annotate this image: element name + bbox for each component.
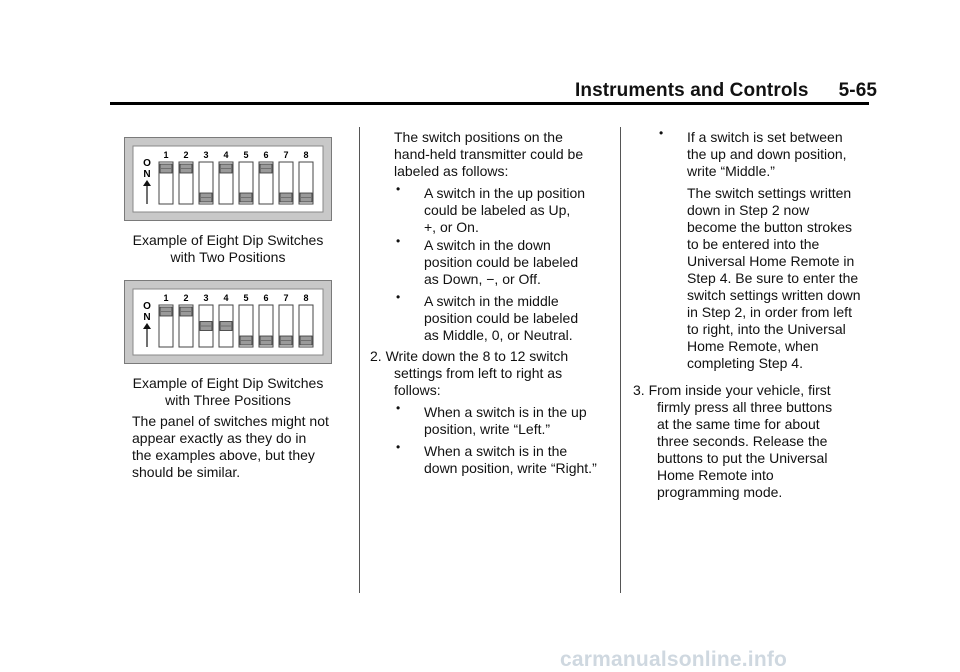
column-divider-2 xyxy=(620,127,621,593)
header-rule xyxy=(110,102,869,105)
text-line: completing Step 4. xyxy=(687,355,803,371)
text-line: could be labeled as Up, xyxy=(424,202,571,218)
text-line: The switch positions on the xyxy=(394,129,563,145)
text-line: buttons to put the Universal xyxy=(657,450,828,466)
dip-switch-figure-two-positions xyxy=(124,137,332,221)
text-line: position, write “Left.” xyxy=(424,421,551,437)
on-label-n: N xyxy=(143,312,151,323)
section-title: Instruments and Controls xyxy=(575,80,809,101)
text-line: position could be labeled xyxy=(424,310,579,326)
text-line: down in Step 2 now xyxy=(687,202,810,218)
switch-number: 7 xyxy=(283,150,289,160)
page-header xyxy=(575,80,877,102)
switch-number: 5 xyxy=(243,150,249,160)
text-line: switch settings written down xyxy=(687,287,861,303)
column-divider-1 xyxy=(359,127,360,593)
col3-paragraph xyxy=(687,185,861,372)
text-line: appear exactly as they do in xyxy=(132,430,307,446)
dip-switch-diagram xyxy=(125,138,331,220)
text-line: 2. Write down the 8 to 12 switch xyxy=(370,348,569,364)
bullet-write-right xyxy=(424,443,597,477)
caption-line: Example of Eight Dip Switches xyxy=(132,375,324,391)
bullet-icon: • xyxy=(396,290,401,304)
text-line: to right, into the Universal xyxy=(687,321,846,337)
text-line: firmly press all three buttons xyxy=(657,399,833,415)
text-line: as Middle, 0, or Neutral. xyxy=(424,327,573,343)
bullet-icon: • xyxy=(396,182,401,196)
text-line: write “Middle.” xyxy=(687,163,775,179)
step-2 xyxy=(370,348,568,399)
caption-line: Example of Eight Dip Switches xyxy=(132,232,324,248)
text-line: When a switch is in the up xyxy=(424,404,587,420)
text-line: follows: xyxy=(394,382,441,398)
switch-number: 3 xyxy=(203,150,209,160)
switch-number: 6 xyxy=(263,150,269,160)
switch-number: 2 xyxy=(183,293,189,303)
page-number: 5-65 xyxy=(838,80,878,101)
switch-number: 4 xyxy=(223,293,229,303)
text-line: hand-held transmitter could be xyxy=(394,146,584,162)
caption-line: with Three Positions xyxy=(165,392,291,408)
text-line: three seconds. Release the xyxy=(657,433,828,449)
bullet-icon: • xyxy=(396,234,401,248)
text-line: labeled as follows: xyxy=(394,163,509,179)
text-line: +, or On. xyxy=(424,219,479,235)
col2-intro xyxy=(394,129,583,180)
text-line: programming mode. xyxy=(657,484,783,500)
bullet-write-middle xyxy=(687,129,847,180)
dip-switch-diagram xyxy=(125,281,331,363)
text-line: at the same time for about xyxy=(657,416,820,432)
bullet-middle-position xyxy=(424,293,578,344)
text-line: 3. From inside your vehicle, first xyxy=(633,382,831,398)
text-line: A switch in the down xyxy=(424,237,551,253)
caption-line: with Two Positions xyxy=(170,249,286,265)
switch-number: 5 xyxy=(243,293,249,303)
on-label-o: O xyxy=(143,158,151,169)
text-line: the up and down position, xyxy=(687,146,847,162)
text-line: Universal Home Remote in xyxy=(687,253,855,269)
col1-paragraph xyxy=(132,413,329,481)
text-line: in Step 2, in order from left xyxy=(687,304,852,320)
bullet-write-left xyxy=(424,404,587,438)
text-line: The panel of switches might not xyxy=(132,413,329,429)
switch-number: 1 xyxy=(163,150,169,160)
switch-number: 6 xyxy=(263,293,269,303)
bullet-up-position xyxy=(424,185,585,236)
text-line: Home Remote, when xyxy=(687,338,819,354)
text-line: A switch in the up position xyxy=(424,185,586,201)
figure-2-caption xyxy=(110,375,346,409)
watermark: carmanualsonline.info xyxy=(560,648,788,671)
step-3 xyxy=(633,382,832,501)
text-line: When a switch is in the xyxy=(424,443,568,459)
on-label-n: N xyxy=(143,169,151,180)
text-line: settings from left to right as xyxy=(394,365,563,381)
text-line: A switch in the middle xyxy=(424,293,559,309)
text-line: If a switch is set between xyxy=(687,129,843,145)
switch-number: 1 xyxy=(163,293,169,303)
text-line: Step 4. Be sure to enter the xyxy=(687,270,859,286)
text-line: as Down, −, or Off. xyxy=(424,271,541,287)
text-line: the examples above, but they xyxy=(132,447,315,463)
text-line: The switch settings written xyxy=(687,185,852,201)
bullet-icon: • xyxy=(396,401,401,415)
dip-switch-figure-three-positions xyxy=(124,280,332,364)
switch-number: 8 xyxy=(303,150,309,160)
bullet-icon: • xyxy=(659,126,664,140)
text-line: Home Remote into xyxy=(657,467,774,483)
switch-number: 8 xyxy=(303,293,309,303)
switch-number: 2 xyxy=(183,150,189,160)
switch-number: 3 xyxy=(203,293,209,303)
on-label-o: O xyxy=(143,301,151,312)
switch-number: 7 xyxy=(283,293,289,303)
bullet-icon: • xyxy=(396,440,401,454)
text-line: should be similar. xyxy=(132,464,241,480)
text-line: down position, write “Right.” xyxy=(424,460,597,476)
text-line: position could be labeled xyxy=(424,254,579,270)
figure-1-caption xyxy=(110,232,346,266)
switch-number: 4 xyxy=(223,150,229,160)
bullet-down-position xyxy=(424,237,578,288)
text-line: become the button strokes xyxy=(687,219,852,235)
text-line: to be entered into the xyxy=(687,236,820,252)
